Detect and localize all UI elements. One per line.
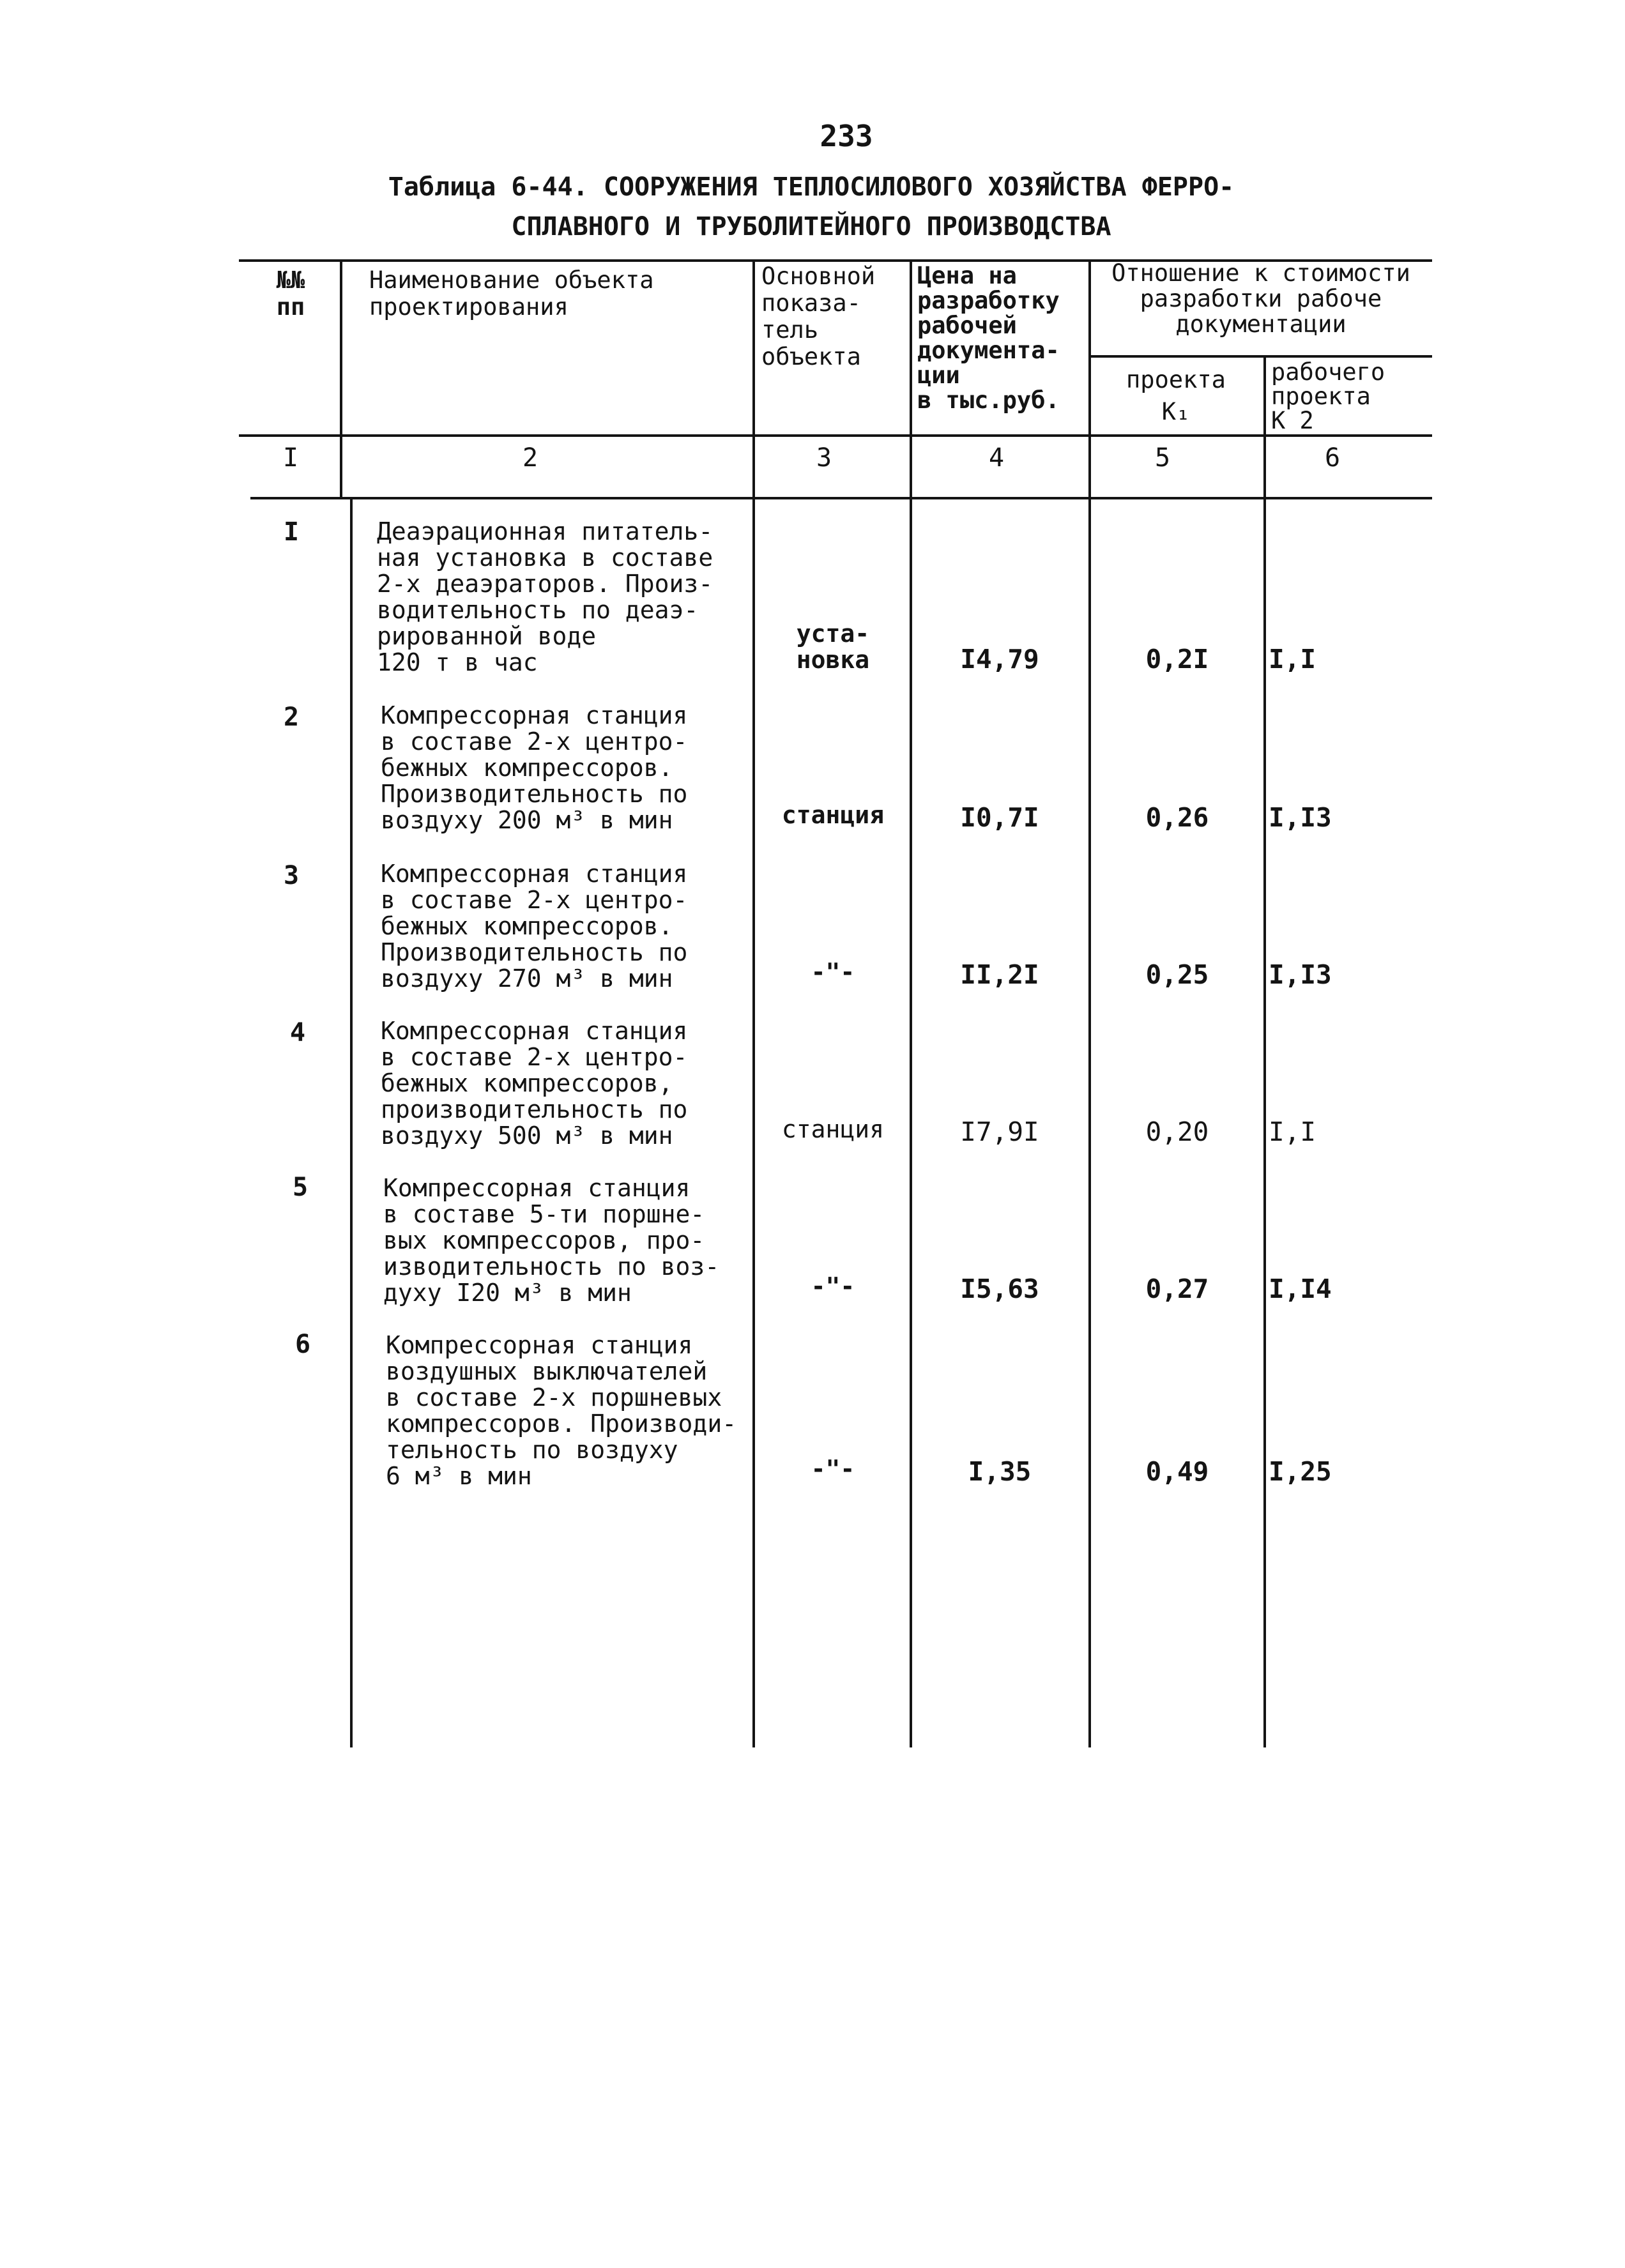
row-k1: 0,20: [1145, 1116, 1209, 1147]
row-description: Деаэрационная питатель- ная установка в составе 2-х деаэраторов. Произ- водительность по деаэ- рированной воде 120 т в час: [377, 517, 713, 676]
col-divider-2: [350, 498, 353, 1747]
row-k2: I,I3: [1269, 959, 1332, 990]
row-indicator: уста- новка: [796, 620, 870, 674]
col-divider-1: [340, 259, 342, 498]
page-number: 233: [820, 119, 873, 153]
row-price: I0,7I: [960, 802, 1039, 833]
row-number: 2: [283, 703, 300, 732]
row-description: Компрессорная станция в составе 2-х центро- бежных компрессоров. Производительность по воздуху 270 м³ в мин: [381, 860, 688, 993]
row-k2: I,I4: [1269, 1274, 1332, 1304]
header-name: Наименование объекта проектирования: [369, 266, 654, 321]
row-k1: 0,27: [1145, 1274, 1209, 1304]
header-num: №№ пп: [276, 266, 305, 321]
ratio-subheader-rule: [1088, 355, 1432, 358]
row-number: 6: [294, 1330, 311, 1359]
col-divider-5: [1088, 259, 1091, 1747]
row-indicator: -"-: [811, 958, 855, 986]
column-number-5: 5: [1154, 443, 1171, 473]
row-description: Компрессорная станция в составе 2-х центро- бежных компрессоров. Производительность по воздуху 200 м³ в мин: [381, 701, 688, 834]
row-k1: 0,26: [1145, 802, 1209, 833]
column-number-4: 4: [988, 443, 1005, 473]
column-number-6: 6: [1324, 443, 1341, 473]
row-price: I5,63: [960, 1274, 1039, 1304]
header-bottom-rule: [239, 434, 1432, 437]
row-price: I,35: [968, 1456, 1032, 1487]
row-k2: I,I3: [1269, 802, 1332, 833]
col-divider-4: [910, 259, 912, 1747]
row-price: II,2I: [960, 959, 1039, 990]
table-title: Таблица 6-44. СООРУЖЕНИЯ ТЕПЛОСИЛОВОГО ХОЗЯЙСТВА ФЕРРО- СПЛАВНОГО И ТРУБОЛИТЕЙНОГО ПРОИЗВОДСТВА: [388, 172, 1235, 241]
row-k1: 0,2I: [1145, 644, 1209, 674]
header-price: Цена на разработку рабочей документа- ции в тыс.руб.: [917, 262, 1060, 414]
row-number: 5: [292, 1173, 309, 1202]
row-description: Компрессорная станция в составе 5-ти поршне- вых компрессоров, про- изводительность по воз- духу I20 м³ в мин: [383, 1174, 720, 1307]
row-indicator: -"-: [811, 1455, 855, 1483]
row-k2: I,25: [1269, 1456, 1332, 1487]
row-indicator: станция: [781, 1115, 885, 1143]
header-project: проекта К₁: [1126, 366, 1226, 425]
column-number-1: I: [282, 443, 299, 473]
col-divider-6: [1263, 355, 1266, 1747]
row-k1: 0,49: [1145, 1456, 1209, 1487]
column-numbers-bottom-rule: [250, 497, 1432, 499]
row-description: Компрессорная станция в составе 2-х центро- бежных компрессоров, производительность по воздуху 500 м³ в мин: [381, 1017, 688, 1150]
header-indicator: Основной показа- тель объекта: [761, 263, 876, 370]
row-number: I: [283, 517, 300, 547]
row-k2: I,I: [1269, 1116, 1316, 1147]
col-divider-3: [752, 259, 755, 1747]
column-number-2: 2: [522, 443, 538, 473]
row-price: I4,79: [960, 644, 1039, 674]
row-number: 4: [289, 1018, 306, 1047]
row-price: I7,9I: [960, 1116, 1039, 1147]
row-indicator: станция: [781, 801, 885, 829]
row-k2: I,I: [1269, 644, 1316, 674]
row-k1: 0,25: [1145, 959, 1209, 990]
column-number-3: 3: [816, 443, 832, 473]
row-description: Компрессорная станция воздушных выключателей в составе 2-х поршневых компрессоров. Производи- тельность по воздуху 6 м³ в мин: [386, 1331, 737, 1490]
row-number: 3: [283, 861, 300, 890]
header-working-project: рабочего проекта К 2: [1271, 358, 1385, 434]
row-indicator: -"-: [811, 1272, 855, 1300]
header-ratio: Отношение к стоимости разработки рабоче документации: [1111, 259, 1410, 338]
